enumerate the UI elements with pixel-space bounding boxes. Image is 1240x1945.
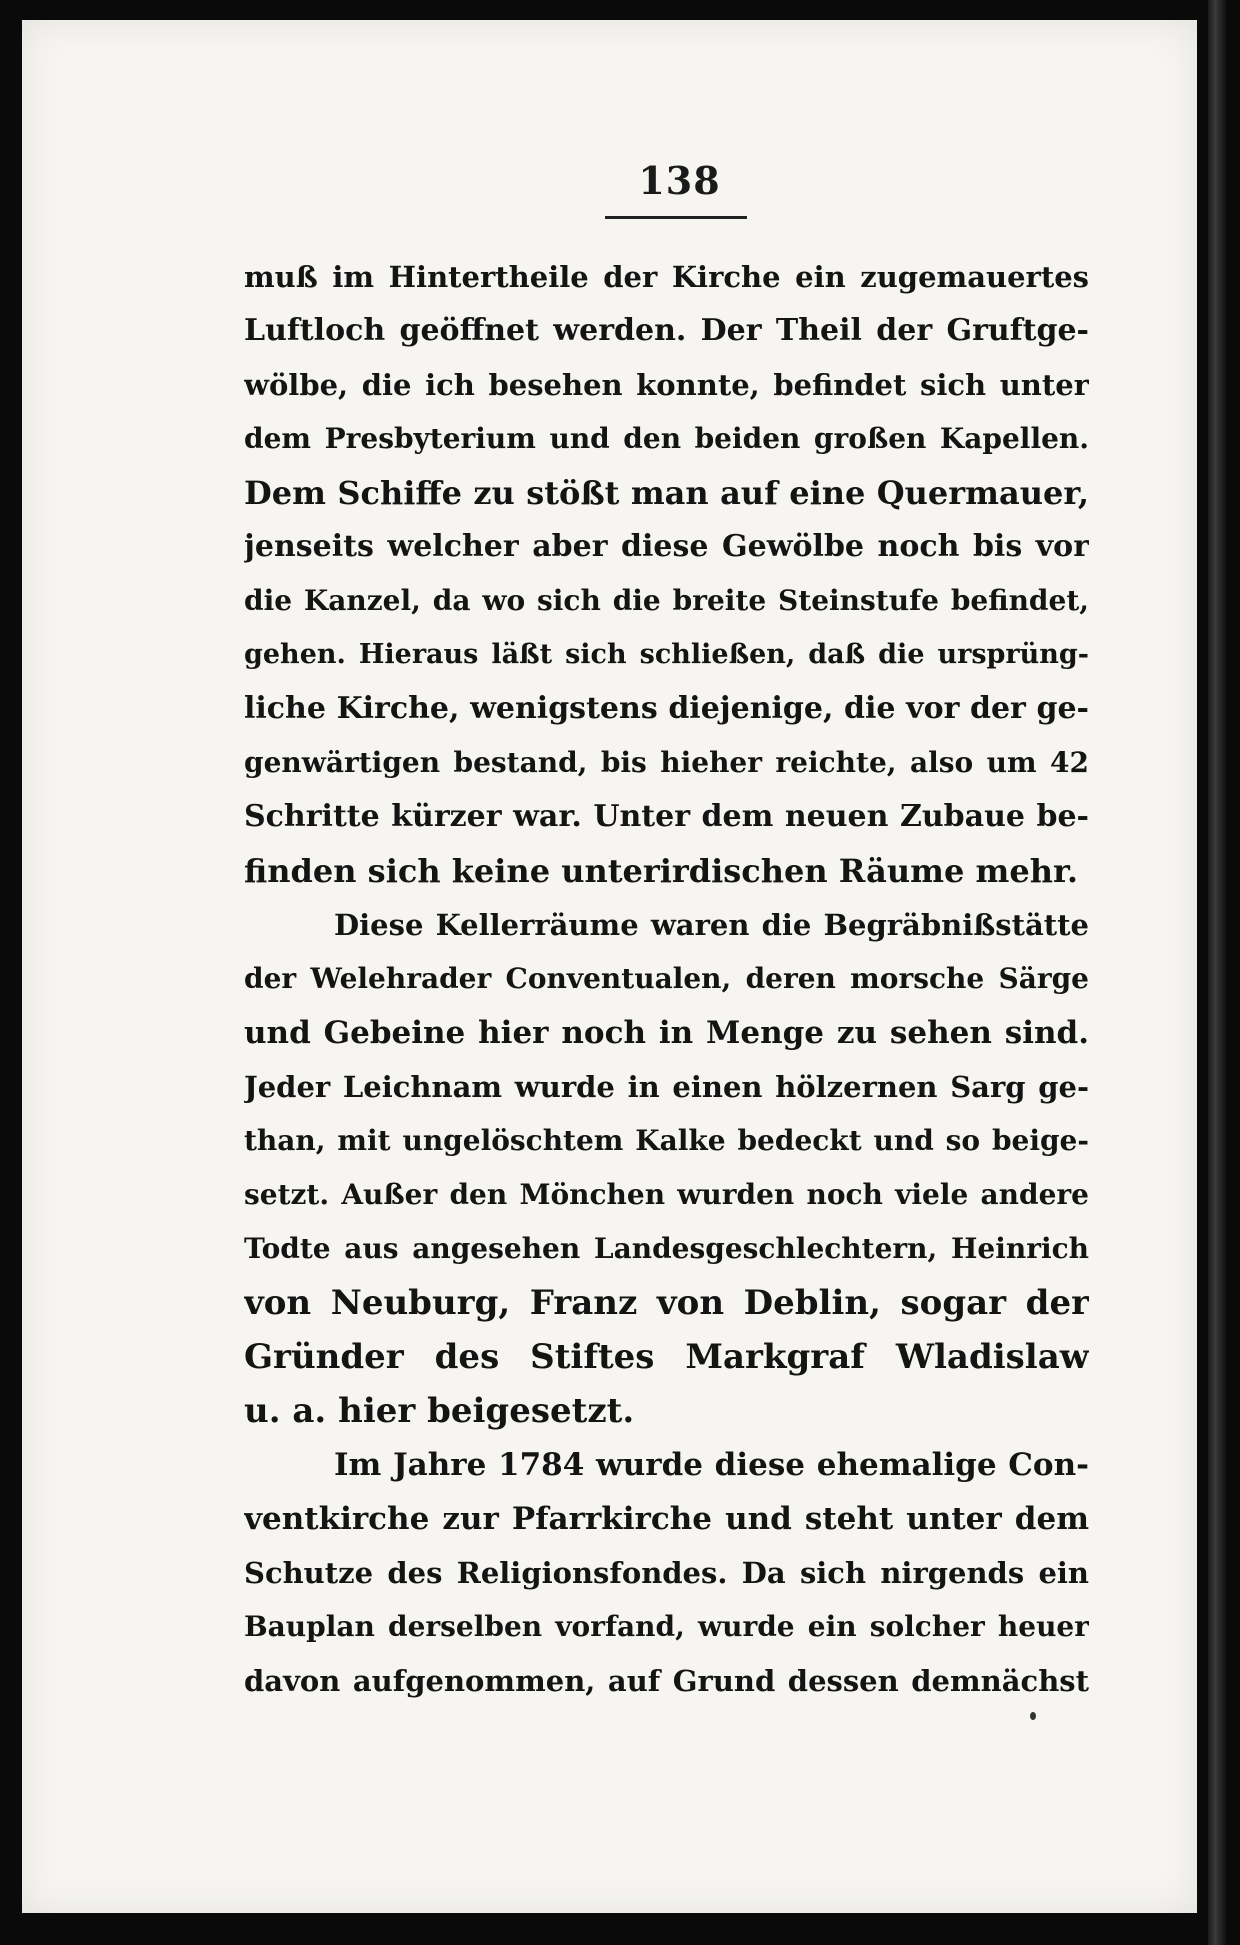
text-line: liche Kirche, wenigstens diejenige, die vor der ge- — [244, 691, 1089, 726]
text-line: Jeder Leichnam wurde in einen hölzernen Sarg ge- — [244, 1070, 1089, 1104]
text-line: u. a. hier beigesetzt. — [244, 1391, 635, 1431]
text-line: Bauplan derselben vorfand, wurde ein solcher heuer — [244, 1610, 1089, 1643]
text-line: ventkirche zur Pfarrkirche und steht unter dem — [244, 1501, 1089, 1537]
text-line: muß im Hintertheile der Kirche ein zugemauertes — [244, 260, 1089, 294]
text-line: von Neuburg, Franz von Deblin, sogar der — [244, 1283, 1089, 1323]
page-number: 138 — [638, 158, 721, 203]
text-line: und Gebeine hier noch in Menge zu sehen sind. — [244, 1015, 1089, 1051]
ink-speck — [1030, 1712, 1036, 1720]
text-line: der Welehrader Conventualen, deren morsche Särge — [244, 962, 1089, 995]
page-number-rule — [605, 216, 747, 219]
page-edge — [1208, 0, 1226, 1945]
text-line: dem Presbyterium und den beiden großen Kapellen. — [244, 422, 1089, 455]
text-line: Schutze des Religionsfondes. Da sich nirgends ein — [244, 1556, 1089, 1590]
text-line: finden sich keine unterirdischen Räume mehr. — [244, 852, 1079, 890]
text-line: Gründer des Stiftes Markgraf Wladislaw — [244, 1337, 1089, 1377]
text-line: genwärtigen bestand, bis hieher reichte, also um 42 — [244, 746, 1089, 779]
text-line: Dem Schiffe zu stößt man auf eine Quermauer, — [244, 474, 1089, 512]
text-line: than, mit ungelöschtem Kalke bedeckt und so beige- — [244, 1124, 1089, 1157]
text-line: davon aufgenommen, auf Grund dessen demnächst — [244, 1664, 1089, 1698]
text-line: wölbe, die ich besehen konnte, befindet sich unter — [244, 368, 1089, 402]
text-line: jenseits welcher aber diese Gewölbe noch bis vor — [244, 529, 1089, 564]
text-line: Schritte kürzer war. Unter dem neuen Zubaue be- — [244, 799, 1089, 834]
paragraph-first-line: Diese Kellerräume waren die Begräbnißstätte — [334, 908, 1089, 942]
text-line: Todte aus angesehen Landesgeschlechtern, Heinrich — [244, 1232, 1089, 1265]
book-page — [22, 20, 1197, 1913]
text-line: Luftloch geöffnet werden. Der Theil der Gruftge- — [244, 313, 1089, 348]
paragraph-first-line: Im Jahre 1784 wurde diese ehemalige Con- — [334, 1447, 1089, 1483]
body-text — [244, 250, 1089, 1708]
text-line: die Kanzel, da wo sich die breite Steinstufe befindet, — [244, 584, 1089, 617]
text-line: setzt. Außer den Mönchen wurden noch viele andere — [244, 1178, 1089, 1211]
text-line: gehen. Hieraus läßt sich schließen, daß die ursprüng- — [244, 639, 1089, 670]
